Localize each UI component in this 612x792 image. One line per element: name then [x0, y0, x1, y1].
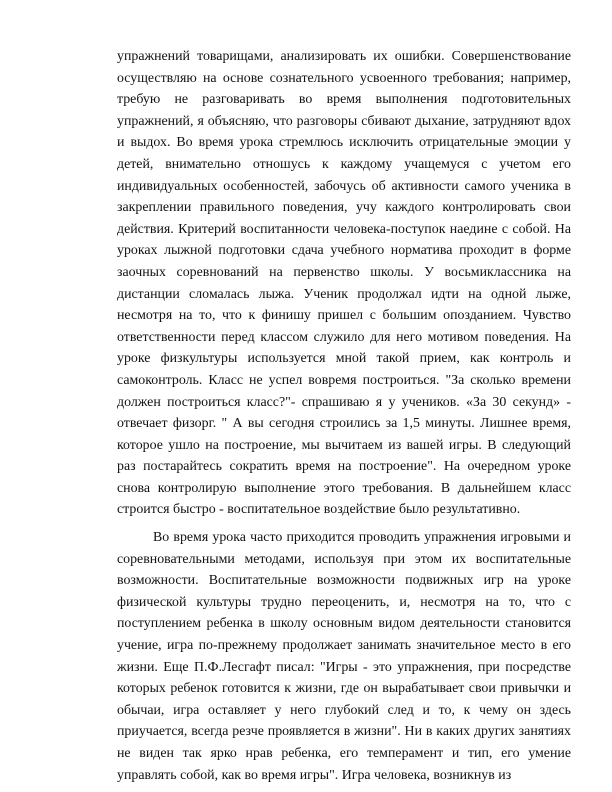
paragraph-2: Во время урока часто приходится проводить упражнения игровыми и соревновательными методами, используя при этом их воспитательные возможности. Воспитательные возможности подвижных игр на уроке физической культуры трудно переоценить, и, несмотря на то, что с поступлением ребенка в школу основным видом деятельности становится учение, игра по-прежнему продолжает занимать значительное место в его жизни. Еще П.Ф.Лесгафт писал: "Игры - это упражнения, при посредстве которых ребенок готовится к жизни, где он вырабатывает свои привычки и обычаи, игра оставляет у него глубокий след и то, к чему он здесь приучается, всегда резче проявляется в жизни". Ни в каких других занятиях не виден так ярко нрав ребенка, его темперамент и тип, его умение управлять собой, как во время игры". Игра человека, возникнув из: [117, 530, 571, 783]
paragraph-1: упражнений товарищами, анализировать их ошибки. Совершенствование осуществляю на основе сознательного усвоенного требования; например, требую не разговаривать во время выполнения подготовительных упражнений, я объясняю, что разговоры сбивают дыхание, затрудняют вдох и выдох. Во время урока стремлюсь исключить отрицательные эмоции у детей, внимательно отношусь к каждому учащемуся с учетом его индивидуальных особенностей, забочусь об активности самого ученика в закреплении правильного поведения, учу каждого контролировать свои действия. Критерий воспитанности человека-поступок наедине с собой. На уроках лыжной подготовки сдача учебного норматива проходит в форме заочных соревнований на первенство школы. У восьмиклассника на дистанции сломалась лыжа. Ученик продолжал идти на одной лыже, несмотря на то, что к финишу пришел с большим опозданием. Чувство ответственности перед классом служило для него мотивом поведения. На уроке физкультуры используется мной такой прием, как контроль и самоконтроль. Класс не успел вовремя построиться. "За сколько времени должен построиться класс?"- спрашиваю я у учеников. «За 30 секунд» - отвечает физорг. " А вы сегодня строились за 1,5 минуты. Лишнее время, которое ушло на построение, мы вычитаем из вашей игры. В следующий раз постарайтесь сократить время на построение". На очередном уроке снова контролирую выполнение этого требования. В дальнейшем класс строится быстро - воспитательное воздействие было результативно.: [117, 49, 571, 518]
document-page: [117, 46, 571, 786]
